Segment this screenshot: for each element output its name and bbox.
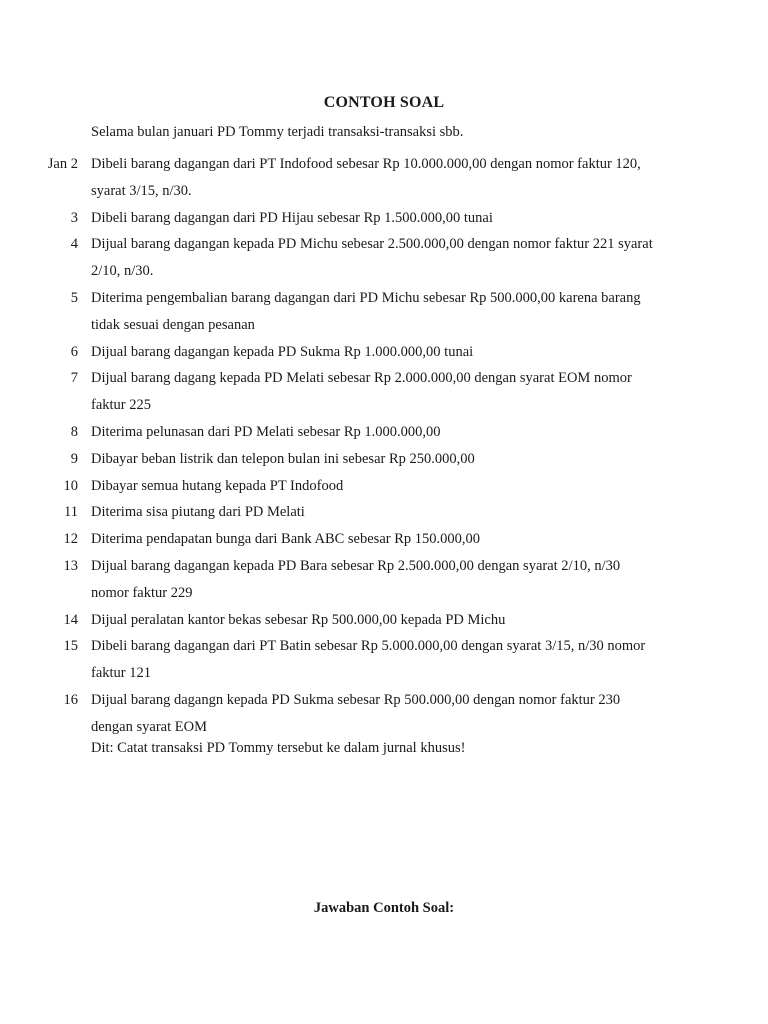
transaction-date: 15	[63, 638, 78, 655]
transaction-date: Jan 2	[47, 156, 78, 172]
transaction-description	[91, 607, 691, 634]
transaction-line: Dibeli barang dagangan dari PT Indofood sebesar Rp 10.000.000,00 dengan nomor faktur 120,	[91, 156, 641, 172]
transaction-description	[91, 365, 691, 419]
transaction-description	[91, 285, 691, 339]
transaction-date: 13	[63, 557, 78, 574]
transaction-entry	[0, 499, 768, 526]
transaction-description	[91, 553, 691, 607]
transaction-line: tidak sesuai dengan pesanan	[91, 316, 255, 333]
transaction-description	[91, 151, 691, 205]
transaction-date: 3	[70, 209, 78, 226]
transaction-date: 9	[70, 450, 78, 467]
transaction-date: 6	[70, 343, 78, 360]
transaction-date: 4	[70, 236, 78, 253]
document-title: CONTOH SOAL	[323, 94, 445, 111]
transaction-entry	[0, 365, 768, 419]
transaction-line: nomor faktur 229	[91, 584, 193, 601]
transaction-line: Dibayar semua hutang kepada PT Indofood	[91, 477, 344, 494]
transaction-entry	[0, 526, 768, 553]
transaction-line: Dijual barang dagangan kepada PD Michu sebesar 2.500.000,00 dengan nomor faktur 221 syarat	[91, 236, 653, 253]
transaction-line: dengan syarat EOM	[91, 718, 207, 735]
transaction-line: Dibeli barang dagangan dari PT Batin sebesar Rp 5.000.000,00 dengan syarat 3/15, n/30 nomor	[91, 638, 646, 655]
transaction-date: 8	[70, 423, 78, 440]
transaction-date: 10	[63, 477, 78, 494]
intro-paragraph: Selama bulan januari PD Tommy terjadi transaksi-transaksi sbb.	[91, 124, 464, 140]
transaction-description	[91, 473, 691, 500]
transaction-line: Dijual barang dagangan kepada PD Sukma Rp 1.000.000,00 tunai	[91, 343, 474, 360]
transaction-line: Dijual barang dagangn kepada PD Sukma sebesar Rp 500.000,00 dengan nomor faktur 230	[91, 691, 621, 708]
transaction-date: 5	[70, 289, 78, 306]
transaction-entry	[0, 419, 768, 446]
transaction-entry	[0, 633, 768, 687]
transaction-entry	[0, 553, 768, 607]
transaction-date: 12	[63, 531, 78, 548]
transaction-date: 11	[64, 504, 78, 521]
transaction-description	[91, 231, 691, 285]
instruction-text: Dit: Catat transaksi PD Tommy tersebut ke dalam jurnal khusus!	[91, 740, 466, 756]
transaction-line: syarat 3/15, n/30.	[91, 182, 192, 199]
transaction-line: Diterima pengembalian barang dagangan dari PD Michu sebesar Rp 500.000,00 karena barang	[91, 289, 641, 306]
transaction-entry	[0, 607, 768, 634]
transaction-line: Diterima pendapatan bunga dari Bank ABC sebesar Rp 150.000,00	[91, 531, 481, 548]
transaction-description	[91, 339, 691, 366]
transaction-line: faktur 225	[91, 397, 151, 414]
transaction-line: 2/10, n/30.	[91, 263, 154, 280]
transaction-entry	[0, 473, 768, 500]
transaction-description	[91, 446, 691, 473]
transaction-entry	[0, 687, 768, 741]
transaction-line: Dibayar beban listrik dan telepon bulan ini sebesar Rp 250.000,00	[91, 450, 475, 467]
transaction-description	[91, 687, 691, 741]
transaction-description	[91, 205, 691, 232]
transaction-list	[0, 151, 768, 741]
transaction-description	[91, 419, 691, 446]
transaction-line: Diterima pelunasan dari PD Melati sebesar Rp 1.000.000,00	[91, 423, 441, 440]
transaction-description	[91, 499, 691, 526]
transaction-entry	[0, 446, 768, 473]
transaction-line: Dijual barang dagangan kepada PD Bara sebesar Rp 2.500.000,00 dengan syarat 2/10, n/30	[91, 557, 621, 574]
transaction-line: Diterima sisa piutang dari PD Melati	[91, 504, 305, 521]
transaction-line: Dijual peralatan kantor bekas sebesar Rp 500.000,00 kepada PD Michu	[91, 611, 506, 628]
transaction-date: 16	[63, 691, 78, 708]
transaction-entry	[0, 285, 768, 339]
answer-heading: Jawaban Contoh Soal:	[313, 900, 455, 916]
transaction-line: faktur 121	[91, 665, 151, 682]
transaction-description	[91, 526, 691, 553]
transaction-date: 14	[63, 611, 78, 628]
transaction-line: Dijual barang dagang kepada PD Melati sebesar Rp 2.000.000,00 dengan syarat EOM nomor	[91, 370, 632, 387]
transaction-entry	[0, 339, 768, 366]
transaction-line: Dibeli barang dagangan dari PD Hijau sebesar Rp 1.500.000,00 tunai	[91, 209, 493, 226]
transaction-entry	[0, 151, 768, 205]
transaction-entry	[0, 231, 768, 285]
transaction-entry	[0, 205, 768, 232]
transaction-description	[91, 633, 691, 687]
transaction-date: 7	[70, 370, 78, 387]
